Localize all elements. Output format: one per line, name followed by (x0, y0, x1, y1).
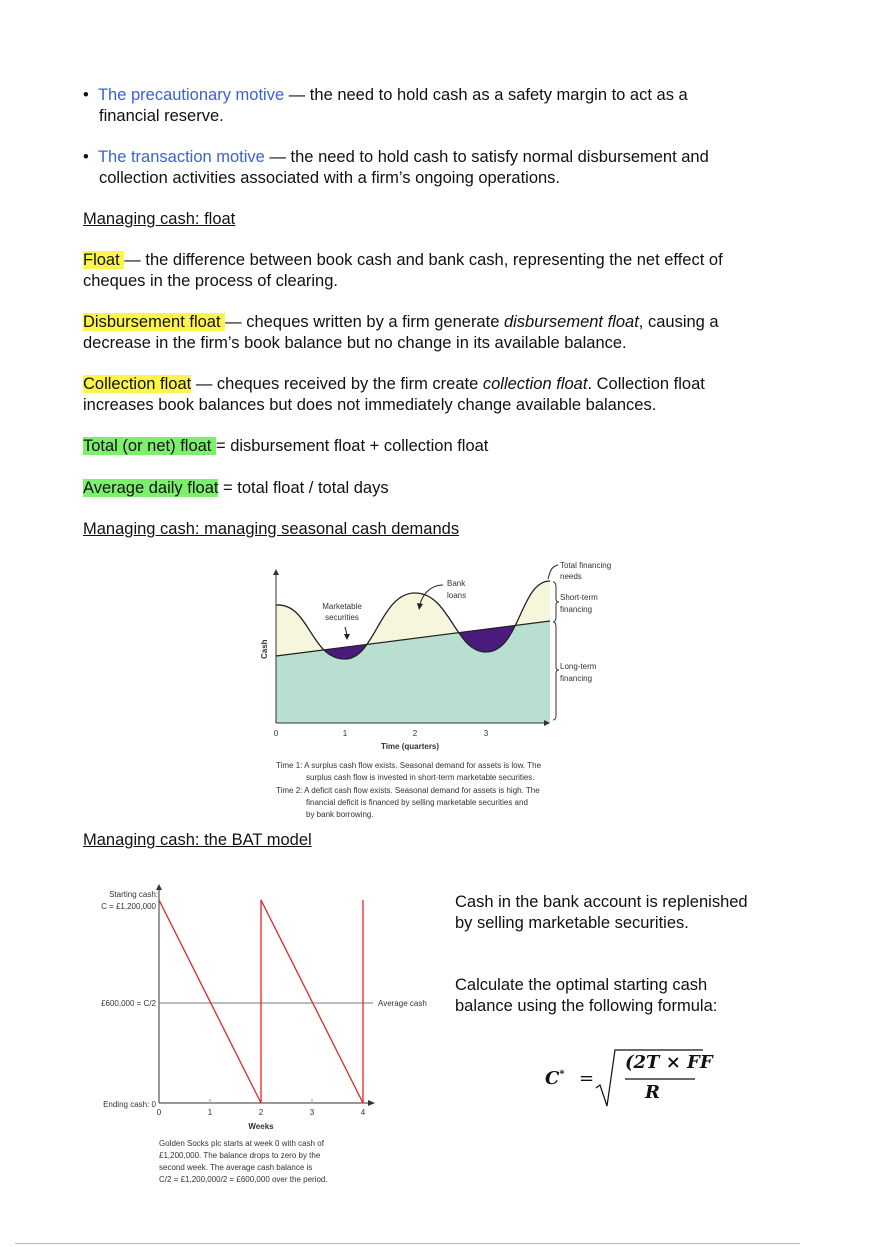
term: Disbursement float (83, 313, 226, 331)
term: The transaction motive (97, 148, 265, 166)
text: balance using the following formula: (455, 997, 718, 1015)
text: by selling marketable securities. (455, 914, 689, 932)
bullet-precautionary: • The precautionary motive — the need to hold cash as a safety margin to act as a (83, 86, 688, 104)
text: = total float / total days (218, 479, 389, 497)
collection-def (83, 374, 705, 395)
label: needs (560, 572, 582, 581)
text: , causing a (638, 313, 719, 331)
term: Total (or net) float (83, 437, 216, 455)
label: financing (560, 674, 593, 683)
x-tick: 2 (412, 729, 418, 738)
seasonal-cash-figure (250, 555, 630, 825)
label: Marketable (322, 602, 362, 611)
label: Long-term (560, 662, 597, 671)
label: loans (447, 591, 467, 600)
label: Ending cash: 0 (103, 1100, 156, 1109)
label: C = £1,200,000 (101, 902, 156, 911)
formula-lhs: C* (545, 1068, 565, 1089)
text: disbursement float (503, 313, 639, 331)
term: Collection float (83, 375, 192, 393)
text: — cheques received by the firm create (191, 375, 483, 393)
text: Calculate the optimal starting cash (455, 976, 708, 994)
caption: Time 2: A deficit cash flow exists. Seasonal demand for assets is high. The (276, 786, 540, 795)
x-tick: 4 (360, 1108, 366, 1117)
disbursement-def (83, 312, 719, 333)
x-tick: 1 (342, 729, 348, 738)
text: . Collection float (587, 375, 705, 393)
x-tick: 0 (273, 729, 279, 738)
term: Float (83, 251, 125, 269)
text: — the need to hold cash as a safety margin to act as a (284, 86, 688, 104)
bullet-transaction: • The transaction motive — the need to hold cash to satisfy normal disbursement and (83, 148, 709, 166)
text: — cheques written by a firm generate (225, 313, 504, 331)
text: financial reserve. (99, 107, 224, 125)
caption: financial deficit is financed by selling marketable securities and (306, 798, 528, 807)
text: = disbursement float + collection float (215, 437, 489, 455)
total-float-formula (83, 436, 488, 457)
caption: second week. The average cash balance is (159, 1163, 313, 1172)
term: The precautionary motive (97, 86, 285, 104)
text: collection activities associated with a firm’s ongoing operations. (99, 169, 561, 187)
formula-eq: = (579, 1068, 595, 1089)
caption: Golden Socks plc starts at week 0 with cash of (159, 1139, 324, 1148)
caption: £1,200,000. The balance drops to zero by the (159, 1151, 321, 1160)
section-heading: Managing cash: the BAT model (83, 831, 312, 849)
label: Total financing (560, 561, 612, 570)
label: Short-term (560, 593, 598, 602)
x-tick: 0 (156, 1108, 162, 1117)
float-def (83, 250, 723, 271)
label: Starting cash: (109, 890, 158, 899)
footer-divider (15, 1243, 800, 1244)
section-heading: Managing cash: float (83, 210, 236, 228)
x-axis-label: Time (quarters) (380, 742, 440, 751)
caption: C/2 = £1,200,000/2 = £600,000 over the period. (159, 1175, 328, 1184)
text: cheques in the process of clearing. (83, 272, 338, 290)
label: £600,000 = C/2 (101, 999, 156, 1008)
term: Average daily float (83, 479, 219, 497)
x-tick: 3 (309, 1108, 315, 1117)
text: — the difference between book cash and bank cash, representing the net effect of (124, 251, 723, 269)
x-tick: 3 (483, 729, 489, 738)
text: decrease in the firm’s book balance but no change in its available balance. (83, 334, 627, 352)
average-float-formula (83, 478, 389, 499)
text: collection float (482, 375, 588, 393)
caption: Time 1: A surplus cash flow exists. Seasonal demand for assets is low. The (276, 761, 542, 770)
x-axis-label: Weeks (248, 1122, 274, 1131)
y-axis-label: Cash (260, 639, 269, 659)
x-tick: 1 (207, 1108, 213, 1117)
formula-numerator: (2T × FF (625, 1052, 713, 1073)
formula-denominator: R (645, 1082, 660, 1103)
section-heading: Managing cash: managing seasonal cash demands (83, 520, 460, 538)
label: securities (325, 613, 359, 622)
caption: surplus cash flow is invested in short-term marketable securities. (306, 773, 535, 782)
bat-model-figure (80, 880, 450, 1190)
label: financing (560, 605, 593, 614)
text: Cash in the bank account is replenished (455, 893, 748, 911)
text: — the need to hold cash to satisfy normal disbursement and (264, 148, 709, 166)
text: increases book balances but does not immediately change available balances. (83, 396, 657, 414)
caption: by bank borrowing. (306, 810, 374, 819)
cash-balance-line (159, 900, 363, 1103)
label: Bank (447, 579, 466, 588)
label: Average cash (378, 999, 427, 1008)
x-tick: 2 (258, 1108, 264, 1117)
